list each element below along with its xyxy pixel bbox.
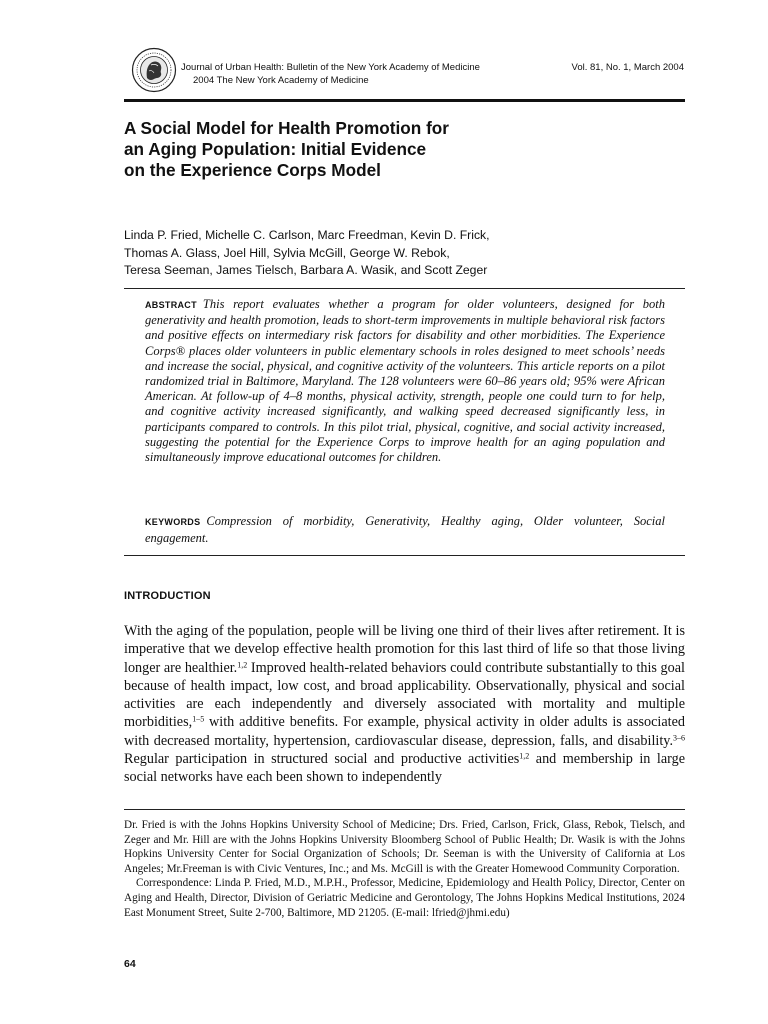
author-list (124, 227, 490, 280)
copyright-line: 2004 The New York Academy of Medicine (193, 75, 369, 86)
author-line: Linda P. Fried, Michelle C. Carlson, Marc Freedman, Kevin D. Frick, (124, 228, 490, 242)
journal-name: Journal of Urban Health: Bulletin of the New York Academy of Medicine (181, 62, 480, 73)
correspondence-note: Correspondence: Linda P. Fried, M.D., M.P.H., Professor, Medicine, Epidemiology and Health Policy, Director, Center on Aging and Health, Director, Division of Geriatric Medicine and Gerontology, The Johns Hopkins Medical Institutions, 2024 East Monument Street, Suite 2-700, Baltimore, MD 21205. (E-mail: lfried@jhmi.edu) (124, 877, 685, 919)
citation-ref: 1–5 (192, 715, 205, 725)
abstract-label: ABSTRACT (145, 300, 197, 310)
footnote (124, 818, 685, 920)
abstract-text: This report evaluates whether a program for older volunteers, designed for both generativity and health promotion, leads to short-term improvements in multiple behavioral risk factors and positive effects on intermediary risk factors for disability and other morbidities. The Experience Corps® places older volunteers in public elementary schools in roles designed to meet schools’ needs and increase the social, physical, and cognitive activity of the volunteers. This article reports on a pilot randomized trial in Baltimore, Maryland. The 128 volunteers were 60–86 years old; 95% were African American. At follow-up of 4–8 months, physical activity, strength, people one could turn to for help, and cognitive activity increased significantly, and walking speed decreased significantly less, in participants compared to controls. In this pilot trial, physical, cognitive, and social activity increased, suggesting the potential for the Experience Corps to improve health for an aging population and simultaneously improve educational outcomes for children. (145, 297, 665, 465)
citation-ref: 3–6 (673, 733, 685, 743)
academy-seal-icon (131, 47, 177, 93)
article-title (124, 118, 584, 181)
intro-text: and membership in large social networks have each been shown to independently (124, 751, 685, 786)
section-heading: INTRODUCTION (124, 590, 211, 602)
author-line: Thomas A. Glass, Joel Hill, Sylvia McGill, George W. Rebok, (124, 245, 450, 260)
intro-text: With the aging of the population, people will be living one third of their lives after retirement. It is imperative that we develop effective health promotion for this last third of life so that those living longer are healthier. (124, 623, 685, 676)
citation-ref: 1,2 (237, 660, 248, 670)
abstract-top-rule (124, 288, 685, 289)
affiliations-note: Dr. Fried is with the Johns Hopkins University School of Medicine; Drs. Fried, Carlson, Frick, Glass, Rebok, Tielsch, and Zeger and Mr. Hill are with the Johns Hopkins University Bloomberg School of Public Health; Dr. Wasik is with the Johns Hopkins University Center for Social Organization of Schools; Dr. Seeman is with the University of California at Los Angeles; Mr.Freeman is with Civic Ventures, Inc.; and Ms. McGill is with the Greater Homewood Community Corporation. (124, 819, 685, 875)
intro-text: Regular participation in structured social and productive activities (124, 751, 520, 768)
title-line: an Aging Population: Initial Evidence (124, 139, 427, 159)
abstract-bottom-rule (124, 555, 685, 556)
page-number: 64 (124, 958, 136, 970)
keywords-label: KEYWORDS (145, 517, 201, 527)
author-line: Teresa Seeman, James Tielsch, Barbara A. Wasik, and Scott Zeger (124, 263, 488, 278)
keywords (145, 514, 665, 546)
title-line: on the Experience Corps Model (124, 160, 381, 180)
citation-ref: 1,2 (519, 751, 530, 761)
keywords-text: Compression of morbidity, Generativity, Healthy aging, Older volunteer, Social engagement. (145, 514, 665, 545)
abstract (145, 297, 665, 465)
intro-text: Improved health-related behaviors could contribute substantially to this goal because of health impact, low cost, and broad applicability. Observationally, physical and social activities are each independently and diversely associated with mortality and multiple morbidities, (124, 659, 685, 731)
header-rule (124, 99, 685, 102)
title-line: A Social Model for Health Promotion for (124, 118, 449, 138)
footnote-rule (124, 809, 685, 810)
volume-issue: Vol. 81, No. 1, March 2004 (571, 62, 684, 73)
introduction-paragraph (124, 622, 685, 787)
intro-text: with additive benefits. For example, physical activity in older adults is associated with decreased mortality, hypertension, cardiovascular disease, depression, falls, and disability. (124, 714, 685, 749)
